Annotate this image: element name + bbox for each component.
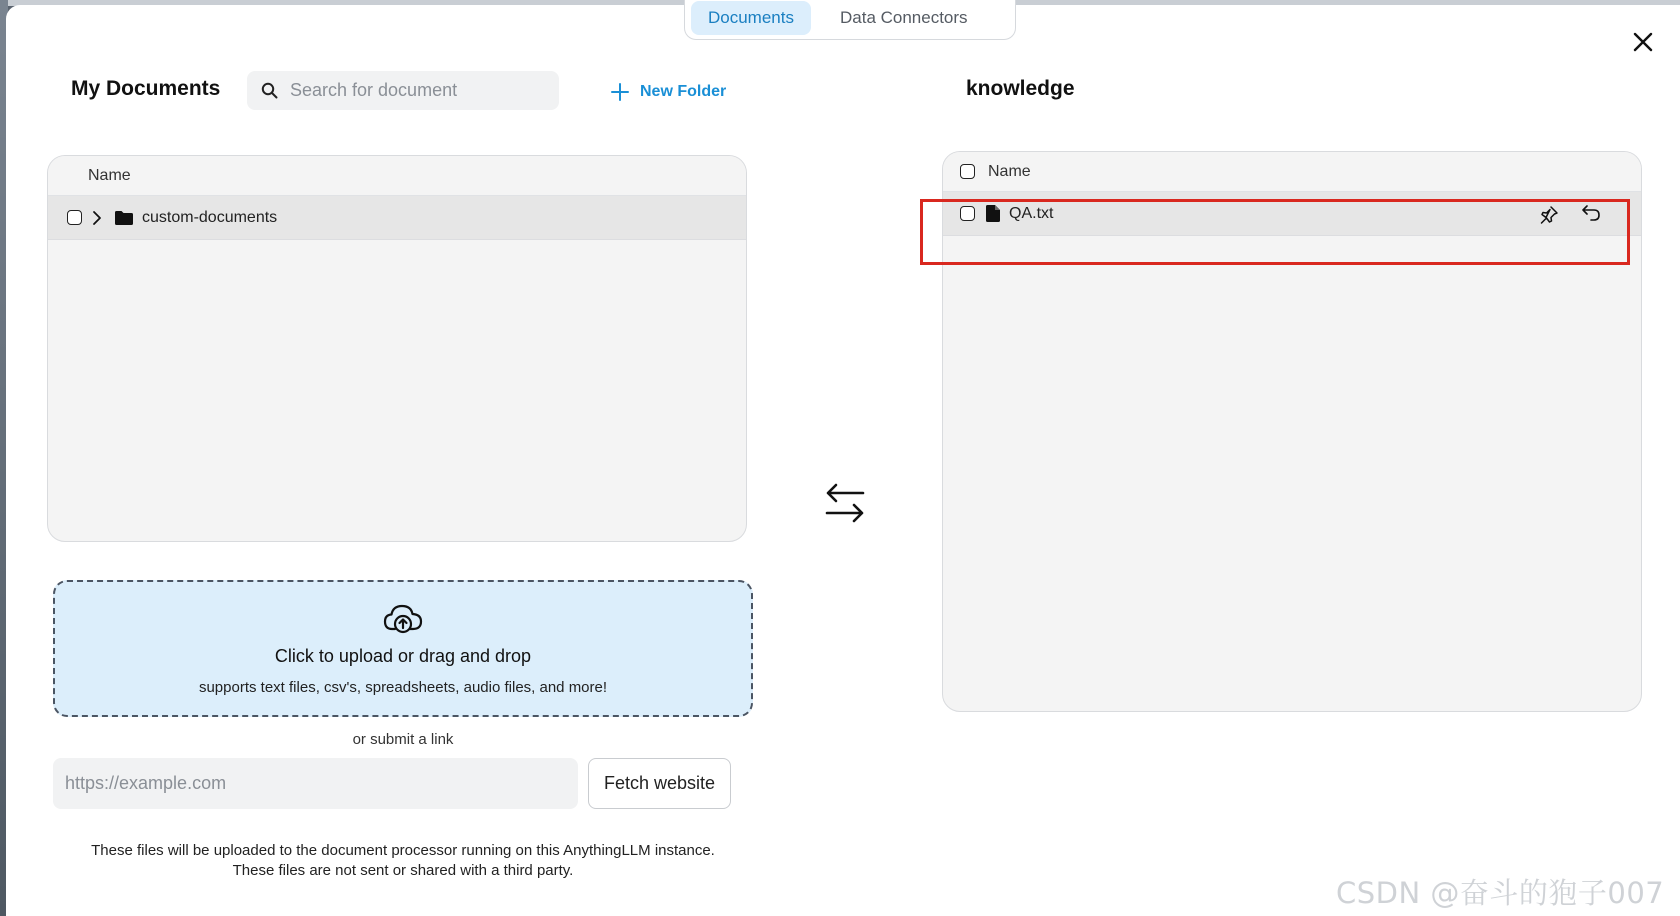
right-table-header [943, 152, 1641, 192]
cloud-upload-icon [383, 602, 423, 634]
workspace-title: knowledge [966, 77, 1075, 100]
folder-name: custom-documents [142, 208, 278, 226]
my-documents-panel [47, 155, 747, 542]
folder-row[interactable] [48, 196, 746, 240]
file-icon [986, 205, 1000, 222]
tab-bar [684, 0, 1016, 40]
search-input[interactable] [290, 80, 540, 101]
disclaimer-line-2: These files are not sent or shared with a third party. [232, 862, 574, 879]
new-folder-button[interactable] [611, 83, 726, 101]
chevron-right-icon[interactable] [92, 210, 102, 226]
disclaimer-line-1: These files will be uploaded to the document processor running on this AnythingLLM instance. [91, 842, 715, 859]
pin-icon[interactable] [1539, 205, 1559, 225]
close-button[interactable] [1628, 27, 1658, 57]
plus-icon [611, 83, 629, 101]
document-modal [6, 5, 1680, 916]
select-all-checkbox[interactable] [960, 164, 975, 179]
url-input[interactable] [53, 758, 578, 809]
upload-dropzone[interactable] [53, 580, 753, 717]
close-icon [1633, 32, 1653, 52]
return-icon[interactable] [1582, 205, 1600, 221]
search-box[interactable] [247, 71, 559, 110]
file-checkbox[interactable] [960, 206, 975, 221]
name-column-header: Name [88, 166, 131, 184]
upload-title: Click to upload or drag and drop [274, 646, 532, 666]
swap-arrows-icon [824, 483, 866, 528]
tab-documents[interactable]: Documents [691, 1, 811, 35]
folder-checkbox[interactable] [67, 210, 82, 225]
left-table-header [48, 156, 746, 196]
file-name: QA.txt [1009, 204, 1054, 222]
folder-icon [115, 211, 133, 225]
watermark: CSDN @奋斗的狍子007 [1336, 876, 1665, 910]
fetch-website-button[interactable]: Fetch website [588, 758, 731, 809]
upload-disclaimer [53, 841, 753, 881]
or-submit-link-label: or submit a link [352, 731, 454, 748]
upload-subtitle: supports text files, csv's, spreadsheets, audio files, and more! [198, 679, 608, 696]
name-column-header: Name [988, 162, 1031, 180]
new-folder-label: New Folder [640, 83, 727, 100]
tab-data-connectors[interactable]: Data Connectors [839, 8, 968, 27]
file-row[interactable] [943, 192, 1641, 236]
workspace-documents-panel [942, 151, 1642, 712]
search-icon [261, 82, 278, 99]
my-documents-title: My Documents [71, 77, 221, 100]
